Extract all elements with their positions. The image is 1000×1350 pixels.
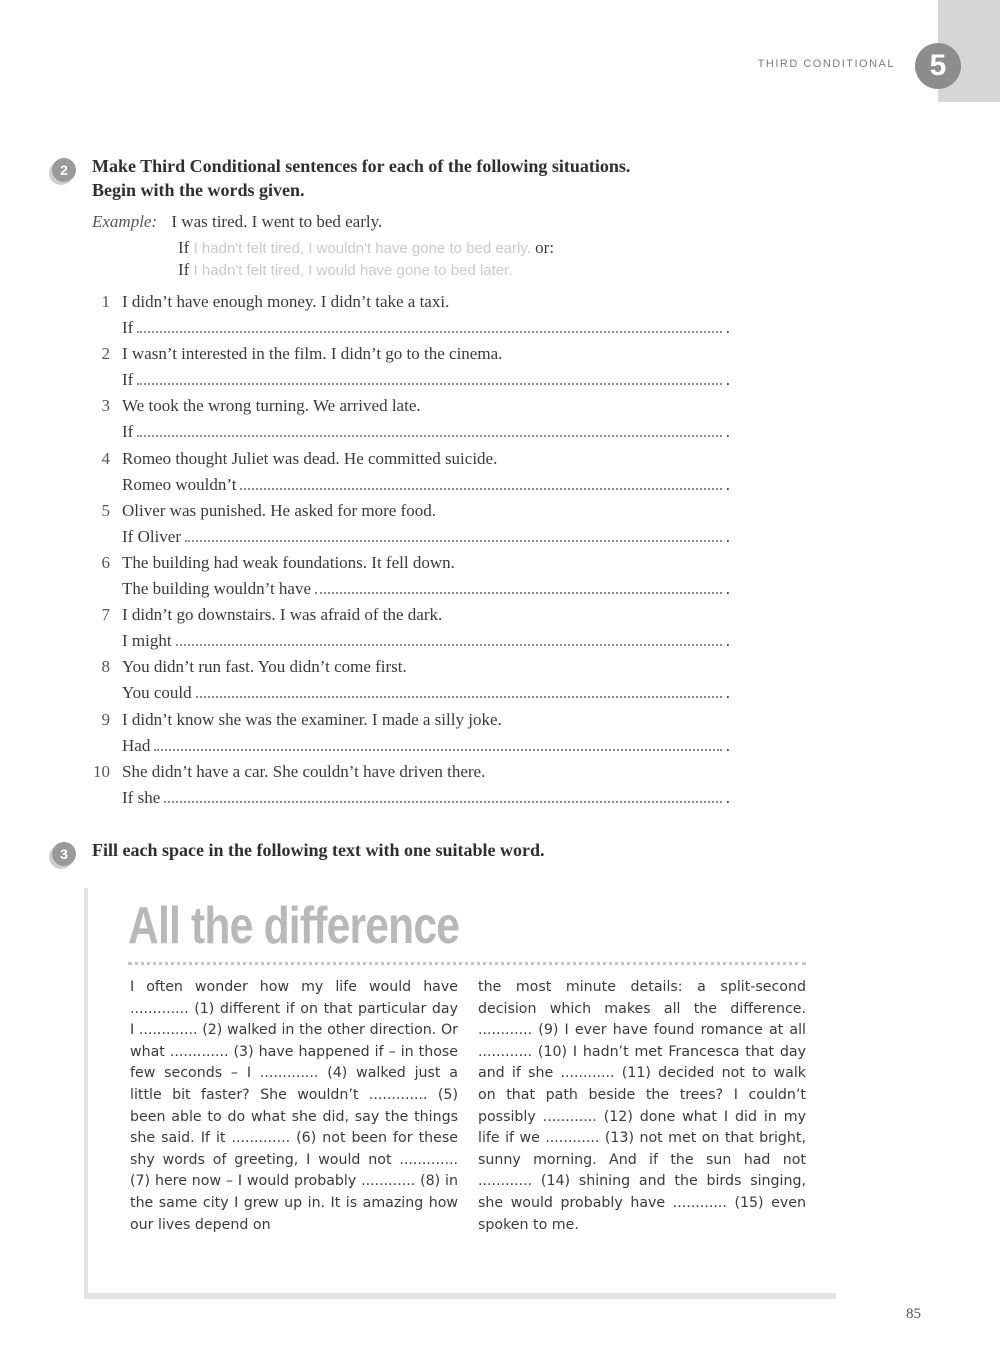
answer-start: Had <box>122 735 151 755</box>
answer-line[interactable] <box>122 422 730 442</box>
answer-end-mark: . <box>725 526 730 546</box>
example-prompt: I was tired. I went to bed early. <box>171 212 383 231</box>
example-or: or: <box>535 238 555 257</box>
item-number: 4 <box>101 448 110 468</box>
answer-blank[interactable] <box>185 527 722 542</box>
item-number: 7 <box>101 605 110 625</box>
item-prompt: I didn’t have enough money. I didn’t take a taxi. <box>122 292 450 311</box>
answer-end-mark: . <box>725 579 730 598</box>
chapter-badge: 5 <box>915 43 961 89</box>
item-prompt: You didn’t run fast. You didn’t come first. <box>122 657 407 677</box>
answer-blank[interactable] <box>240 475 721 490</box>
instruction-line-2: Begin with the words given. <box>92 180 305 200</box>
example-answer-2 <box>178 260 513 280</box>
item-prompt: Romeo thought Juliet was dead. He committed suicide. <box>122 448 498 468</box>
item-prompt: Oliver was punished. He asked for more food. <box>122 500 436 520</box>
example-answer-1 <box>178 238 554 258</box>
item-number: 6 <box>101 553 110 572</box>
example-label: Example: <box>92 212 158 231</box>
answer-start: You could <box>122 683 192 703</box>
item-number: 8 <box>101 657 110 677</box>
exercise-3-instruction: Fill each space in the following text with one suitable word. <box>92 840 545 860</box>
answer-line[interactable] <box>122 683 730 703</box>
item-prompt: The building had weak foundations. It fell down. <box>122 553 455 572</box>
reading-title: All the difference <box>128 897 460 955</box>
answer-end-mark: . <box>725 683 730 703</box>
exercise-3-badge: 3 <box>52 842 76 866</box>
item-number: 1 <box>101 292 110 311</box>
answer-line[interactable] <box>122 475 730 495</box>
answer-blank[interactable] <box>137 318 721 333</box>
answer-start: The building wouldn’t have <box>122 579 312 598</box>
answer-start: I might <box>122 631 172 651</box>
exercise-2-instruction <box>92 154 630 202</box>
answer-end-mark: . <box>725 318 730 337</box>
answer-line[interactable] <box>122 579 730 599</box>
answer-end-mark: . <box>725 370 730 390</box>
answer-start: If <box>122 370 134 390</box>
answer-line[interactable] <box>122 736 730 756</box>
answer-line[interactable] <box>122 527 730 547</box>
answer-blank[interactable] <box>315 579 722 594</box>
example-if-2: If <box>178 260 190 279</box>
answer-blank[interactable] <box>176 631 722 646</box>
answer-blank[interactable] <box>154 736 721 751</box>
answer-end-mark: . <box>725 787 730 807</box>
item-prompt: I didn’t go downstairs. I was afraid of the dark. <box>122 605 443 625</box>
instruction-line-1: Make Third Conditional sentences for each of the following situations. <box>92 156 631 176</box>
answer-line[interactable] <box>122 788 730 808</box>
item-prompt: I didn’t know she was the examiner. I made a silly joke. <box>122 709 502 729</box>
reading-column-1: I often wonder how my life would have ............. (1) different if on that particular day I ............. (2) walked in the other direction. Or what ............. (3) have happened if – in those few seconds – I ............. (4) walked just a little bit faster? She wouldn’t ............. (5) been able to do what she did, say the things she said. If it ............. (6) not been for these shy words of greeting, I would not ............. (7) here now – I would probably ............ (8) in the same city I grew up in. It is amazing how our lives depend on <box>130 979 458 1233</box>
answer-blank[interactable] <box>137 422 721 437</box>
answer-blank[interactable] <box>196 683 722 698</box>
answer-start: Romeo wouldn’t <box>122 474 237 494</box>
answer-end-mark: . <box>725 735 730 755</box>
example-answer-text-1: I hadn't felt tired, I wouldn't have gone to bed early. <box>193 240 531 257</box>
answer-end-mark: . <box>725 631 730 651</box>
answer-start: If <box>122 318 134 337</box>
title-divider <box>128 962 806 965</box>
answer-start: If Oliver <box>122 526 182 546</box>
item-prompt: I wasn’t interested in the film. I didn’t go to the cinema. <box>122 344 503 364</box>
example-if-1: If <box>178 238 190 257</box>
answer-line[interactable] <box>122 370 730 390</box>
answer-line[interactable] <box>122 631 730 651</box>
answer-end-mark: . <box>725 422 730 442</box>
answer-start: If <box>122 422 134 442</box>
page-number: 85 <box>906 1306 921 1322</box>
answer-end-mark: . <box>725 474 730 494</box>
answer-blank[interactable] <box>137 370 721 385</box>
reading-column-2: the most minute details: a split-second decision which makes all the difference. ............ (9) I ever have found romance at all ............ (10) I hadn’t met Francesca that day and if she ............ (11) decided not to walk on that path beside the trees? I couldn’t possibly ............ (12) done what I did in my life if we ............ (13) not met on that bright, sunny morning. And if the sun had not ............ (14) shining and the birds singing, she would probably have ............ (15) even spoken to me. <box>478 979 806 1233</box>
item-number: 9 <box>101 709 110 729</box>
item-number: 10 <box>93 761 110 781</box>
example-block <box>92 212 382 232</box>
answer-line[interactable] <box>122 318 730 338</box>
answer-start: If she <box>122 787 161 807</box>
item-number: 3 <box>101 396 110 416</box>
item-prompt: We took the wrong turning. We arrived late. <box>122 396 421 416</box>
item-prompt: She didn’t have a car. She couldn’t have driven there. <box>122 761 486 781</box>
item-number: 2 <box>101 344 110 364</box>
answer-blank[interactable] <box>164 788 722 803</box>
example-answer-text-2: I hadn't felt tired, I would have gone to bed later. <box>193 262 513 279</box>
item-number: 5 <box>101 500 110 520</box>
exercise-2-badge: 2 <box>52 158 76 182</box>
section-label: THIRD CONDITIONAL <box>757 58 895 70</box>
